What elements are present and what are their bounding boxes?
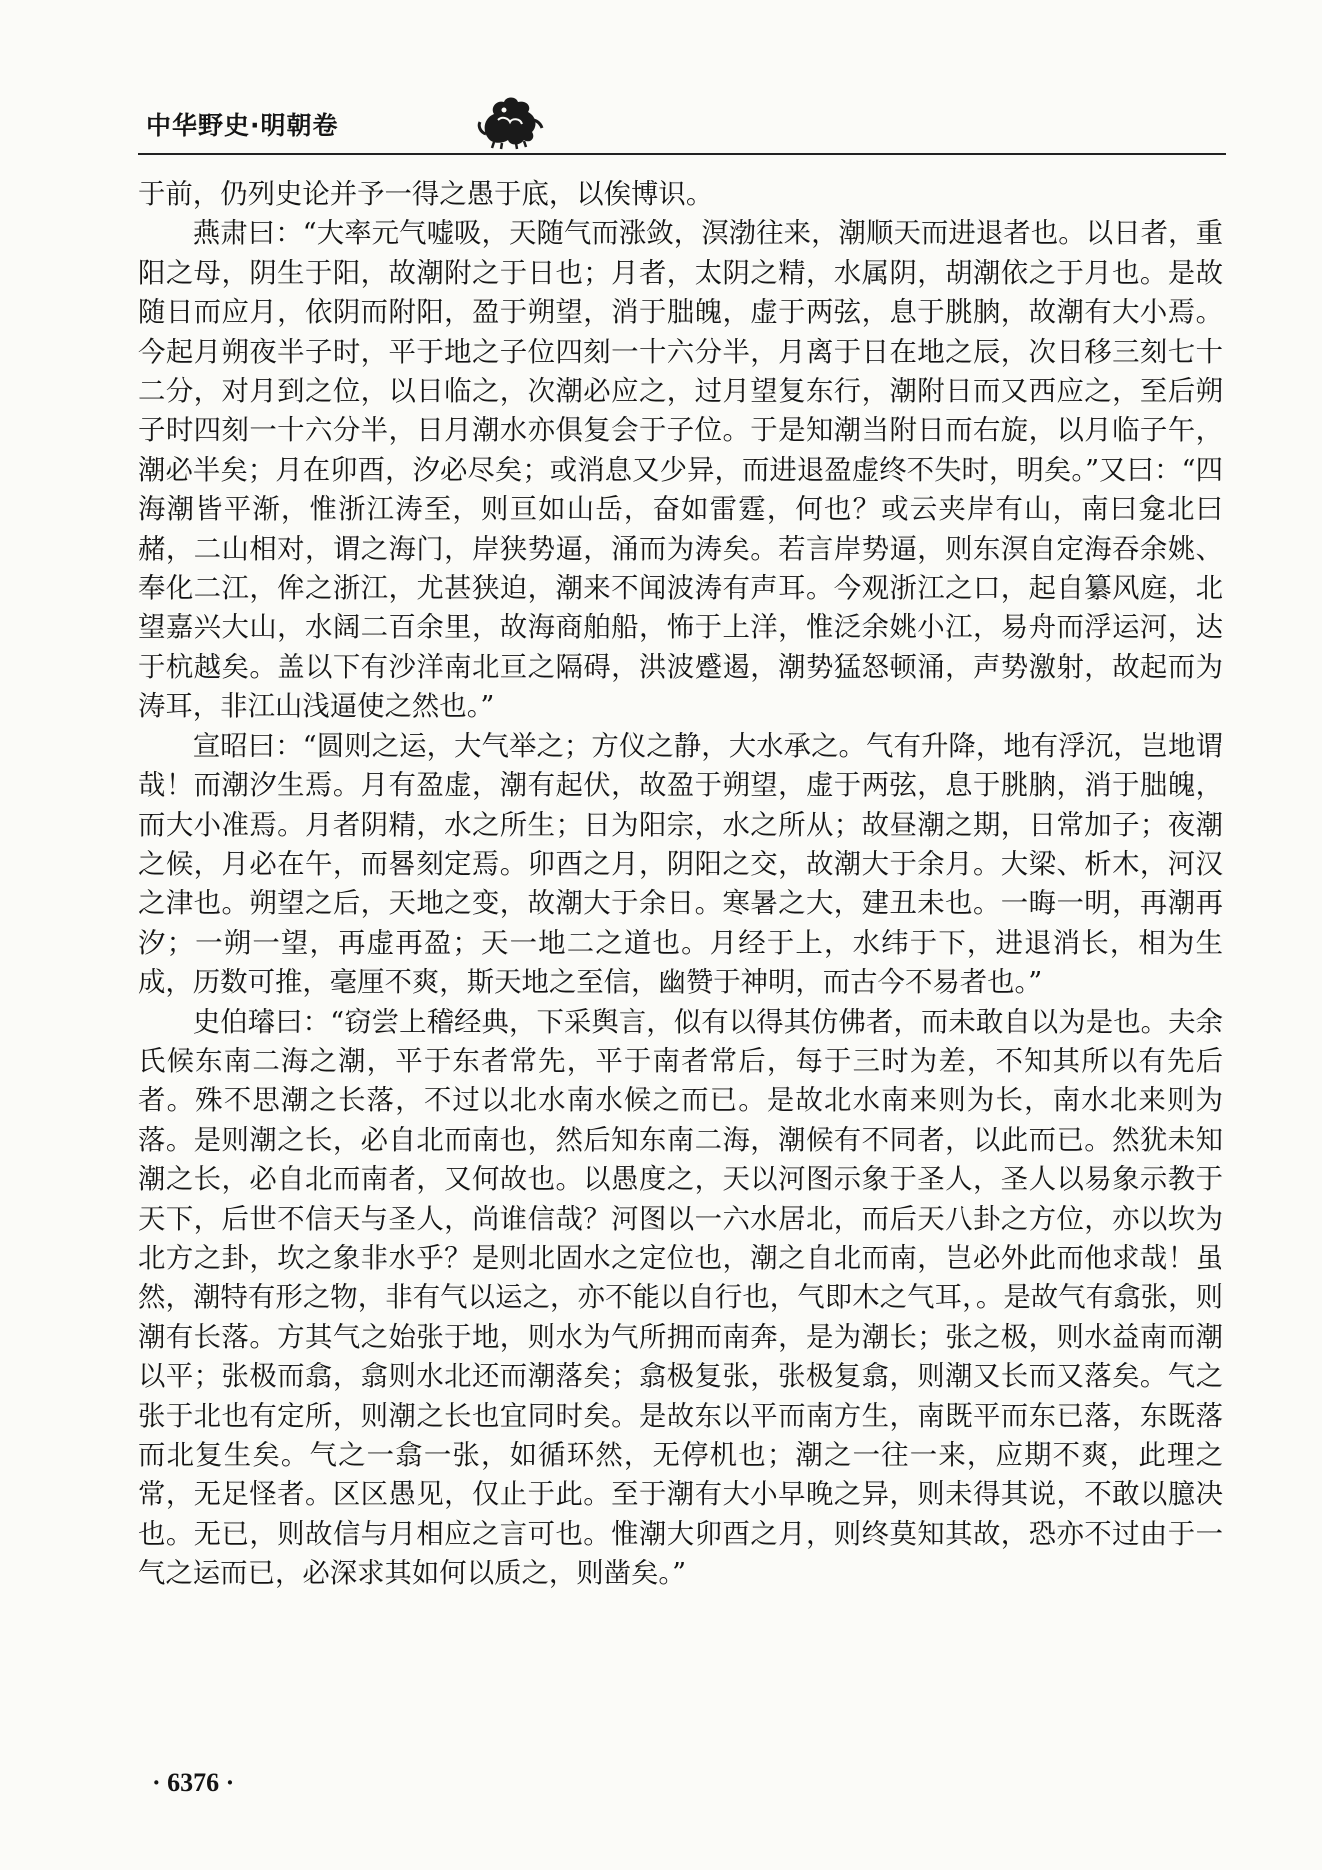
running-header — [138, 92, 1226, 152]
header-rule — [138, 153, 1226, 155]
book-title: 中华野史·明朝卷 — [146, 111, 339, 140]
paragraph: 史伯璿曰：“窃尝上稽经典，下采舆言，似有以得其仿佛者，而未敢自以为是也。夫余氏候东南二海之潮，平于东者常先，平于南者常后，每于三时为差，不知其所以有先后者。殊不思潮之长落，不过以北水南水候之而已。是故北水南来则为长，南水北来则为落。是则潮之长，必自北而南也，然后知东南二海，潮候有不同者，以此而已。然犹未知潮之长，必自北而南者，又何故也。以愚度之，天以河图示象于圣人，圣人以易象示教于天下，后世不信天与圣人，尚谁信哉？河图以一六水居北，而后天八卦之方位，亦以坎为北方之卦，坎之象非水乎？是则北固水之定位也，潮之自北而南，岂必外此而他求哉！虽然，潮特有形之物，非有气以运之，亦不能以自行也，气即木之气耳，。是故气有翕张，则潮有长落。方其气之始张于地，则水为气所拥而南奔，是为潮长；张之极，则水益南而潮以平；张极而翕，翕则水北还而潮落矣；翕极复张，张极复翕，则潮又长而又落矣。气之张于北也有定所，则潮之长也宜同时矣。是故东以平而南方生，南既平而东已落，东既落而北复生矣。气之一翕一张，如循环然，无停机也；潮之一往一来，应期不爽，此理之常，无足怪者。区区愚见，仅止于此。至于潮有大小早晚之异，则未得其说，不敢以臆决也。无已，则故信与月相应之言可也。惟潮大卯酉之月，则终莫知其故，恐亦不过由于一气之运而已，必深求其如何以质之，则凿矣。” — [138, 1006, 1223, 1590]
paragraph: 于前，仍列史论并予一得之愚于底，以俟博识。 — [138, 179, 714, 210]
page-number: · 6376 · — [152, 1768, 235, 1797]
paragraph: 燕肃曰：“大率元气嘘吸，天随气而涨敛，溟渤往来，潮顺天而进退者也。以日者，重阳之母，阴生于阳，故潮附之于日也；月者，太阴之精，水属阴，胡潮依之于月也。是故随日而应月，依阴而附阳，盈于朔望，消于朏魄，虚于两弦，息于朓朒，故潮有大小焉。今起月朔夜半子时，平于地之子位四刻一十六分半，月离于日在地之辰，次日移三刻七十二分，对月到之位，以日临之，次潮必应之，过月望复东行，潮附日而又西应之，至后朔子时四刻一十六分半，日月潮水亦俱复会于子位。于是知潮当附日而右旋，以月临子午，潮必半矣；月在卯酉，汐必尽矣；或消息又少异，而进退盈虚终不失时，明矣。”又曰：“四海潮皆平渐，惟浙江涛至，则亘如山岳，奋如雷霆，何也？或云夹岸有山，南曰龛北曰赭，二山相对，谓之海门，岸狭势逼，涌而为涛矣。若言岸势逼，则东溟自定海吞余姚、奉化二江，侔之浙江，尤甚狭迫，潮来不闻波涛有声耳。今观浙江之口，起自纂风庭，北望嘉兴大山，水阔二百余里，故海商舶船，怖于上洋，惟泛余姚小江，易舟而浮运河，达于杭越矣。盖以下有沙洋南北亘之隔碍，洪波蹙遏，潮势猛怒顿涌，声势激射，故起而为涛耳，非江山浅逼使之然也。” — [138, 218, 1223, 723]
paragraph: 宣昭曰：“圆则之运，大气举之；方仪之静，大水承之。气有升降，地有浮沉，岂地谓哉！而潮汐生焉。月有盈虚，潮有起伏，故盈于朔望，虚于两弦，息于朓朒，消于朏魄，而大小准焉。月者阴精，水之所生；日为阳宗，水之所从；故昼潮之期，日常加子；夜潮之候，月必在午，而晷刻定焉。卯酉之月，阴阳之交，故潮大于余月。大梁、析木，河汉之津也。朔望之后，天地之变，故潮大于余日。寒暑之大，建丑未也。一晦一明，再潮再汐；一朔一望，再虚再盈；天一地二之道也。月经于上，水纬于下，进退消长，相为生成，历数可推，毫厘不爽，斯天地之至信，幽赞于神明，而古今不易者也。” — [138, 730, 1223, 999]
dragon-logo-icon — [476, 90, 546, 150]
main-text — [138, 175, 1223, 1594]
